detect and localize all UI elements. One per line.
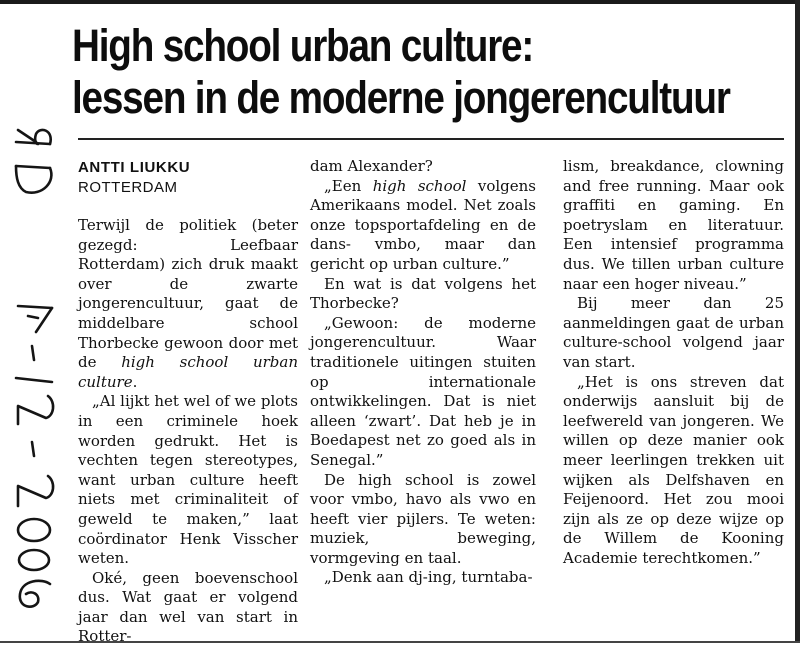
paragraph-text: volgens Amerikaans model. Net zoals onze topsportafdeling en de dans- vmbo, maar dan gericht op urban culture.” — [310, 176, 537, 273]
paragraph: „Het is ons streven dat onderwijs aansluit bij de leefwereld van jongeren. We willen op deze manier ook meer leerlingen trekken uit wijken als Delfshaven en Feijenoord. Het zou mooi zijn als ze op deze wijze op de Willem de Kooning Academie terechtkomen.” — [563, 372, 784, 567]
dateline: ROTTERDAM — [78, 179, 178, 196]
paragraph-text: . — [132, 372, 138, 391]
paragraph: lism, breakdance, clowning and free running. Maar ook graffiti en gaming. En poetryslam en literatuur. Een intensief programma dus. We tillen urban culture naar een hoger niveau.” — [563, 157, 784, 293]
headline-rule — [78, 138, 784, 140]
italic-term: high school urban culture — [78, 353, 299, 391]
article-column-3 — [563, 157, 784, 568]
paragraph: En wat is dat volgens het Thorbecke? — [310, 274, 536, 313]
paragraph — [78, 216, 298, 392]
article-column-2 — [310, 157, 536, 588]
paragraph: „Denk aan dj-ing, turntaba- — [324, 568, 533, 587]
paragraph-text: „Een — [324, 176, 373, 195]
paragraph: „Gewoon: de moderne jongerencultuur. Waar traditionele uitingen stuiten op internationale ontwikkelingen. Dat is niet alleen ‘zwart’. Dat heb je in Boedapest net zo goed als in Senegal.” — [310, 313, 536, 469]
headline-line-2: lessen in de moderne jongerencultuur — [72, 72, 730, 123]
paragraph — [310, 177, 536, 275]
paragraph-text: Terwijl de politiek (beter gezegd: Leefbaar Rotterdam) zich druk maakt over de zwarte jongerencultuur, gaat de middelbare school Thorbecke gewoon door met de — [78, 216, 298, 372]
paragraph: Oké, geen boevenschool dus. Wat gaat er volgend jaar dan wel van start in Rotter- — [78, 568, 298, 646]
handwritten-date-annotation — [2, 120, 66, 620]
paragraph: Bij meer dan 25 aanmeldingen gaat de urban culture-school volgend jaar van start. — [563, 294, 784, 371]
paragraph: dam Alexander? — [310, 157, 433, 175]
paragraph: „Al lijkt het wel of we plots in een criminele hoek worden gedrukt. Het is vechten tegen stereotypes, want urban culture heeft niets met criminaliteit of geweld te maken,” laat coördinator Henk Visscher weten. — [78, 392, 298, 568]
author-byline: ANTTI LIUKKU — [78, 159, 191, 176]
article-column-1 — [78, 148, 298, 647]
scan-edge-right — [795, 0, 800, 643]
paragraph: De high school is zowel voor vmbo, havo als vwo en heeft vier pijlers. Te weten: muziek, beweging, vormgeving en taal. — [310, 470, 536, 567]
headline-line-1: High school urban culture: — [72, 20, 534, 71]
scan-edge-top — [0, 0, 800, 4]
article-headline — [72, 20, 730, 124]
italic-term: high school — [372, 176, 467, 195]
